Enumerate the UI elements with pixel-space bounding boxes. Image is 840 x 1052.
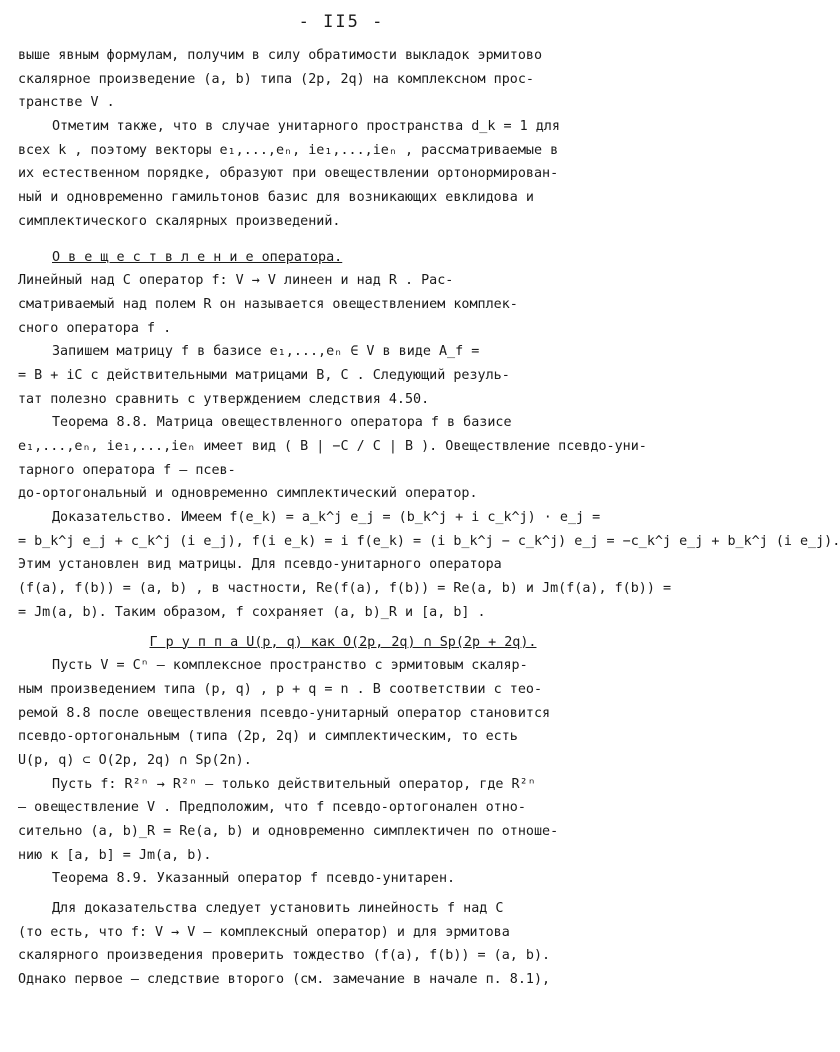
text-line: скалярное произведение (a, b) типа (2p, 2q) на комплексном прос- [18,71,534,87]
text-line: – овеществление V . Предположим, что f псевдо-ортогонален отно- [18,800,526,816]
theorem-line: Теорема 8.8. Матрица овеществленного оператора f в базисе [52,415,512,431]
text-line: = Jm(a, b). Таким образом, f сохраняет (a, b)_R и [a, b] . [18,604,486,620]
page-number: - II5 - [298,12,385,32]
text-line: выше явным формулам, получим в силу обратимости выкладок эрмитово [18,48,543,63]
text-line: сительно (a, b)_R = Re(a, b) и одновременно симплектичен по отноше- [18,824,559,839]
theorem-line: Теорема 8.9. Указанный оператор f псевдо-унитарен. [52,871,456,887]
text-line: Этим установлен вид матрицы. Для псевдо-унитарного оператора [18,557,502,573]
text-line: (f(a), f(b)) = (a, b) , в частности, Re(f(a), f(b)) = Re(a, b) и Jm(f(a), f(b)) = [18,581,672,597]
text-line: e₁,...,eₙ, ie₁,...,ieₙ имеет вид ( B | −C / C | B ). Овеществление псевдо-уни- [18,439,647,454]
text-line: = b_k^j e_j + c_k^j (i e_j), f(i e_k) = i f(e_k) = (i b_k^j − c_k^j) e_j = −c_k^j e_j + b_k^j (i e_j). [18,533,840,549]
section-heading: О в е щ е с т в л е н и е оператора. [52,249,343,265]
text-line: всех k , поэтому векторы e₁,...,eₙ, ie₁,...,ieₙ , рассматриваемые в [18,142,559,158]
text-line: (то есть, что f: V → V – комплексный оператор) и для эрмитова [18,924,510,940]
text-line: Однако первое – следствие второго (см. замечание в начале п. 8.1), [18,972,551,988]
text-line: ный и одновременно гамильтонов базис для возникающих евклидова и [18,190,534,206]
text-line: Отметим также, что в случае унитарного пространства d_k = 1 для [52,119,560,135]
text-line: Пусть V = Cⁿ – комплексное пространство с эрмитовым скаляр- [52,658,528,674]
text-line: Для доказательства следует установить линейность f над C [52,901,504,917]
page-body [18,44,840,992]
text-line: Запишем матрицу f в базисе e₁,...,eₙ ∈ V в виде A_f = [52,344,480,360]
text-line: псевдо-ортогональным (типа (2p, 2q) и симплектическим, то есть [18,729,518,745]
text-line: Линейный над C оператор f: V → V линеен и над R . Рас- [18,273,454,289]
text-line: транстве V . [18,95,115,111]
text-line: до-ортогональный и одновременно симплектический оператор. [18,486,478,502]
section-heading: Г р у п п а U(p, q) как O(2p, 2q) ∩ Sp(2p + 2q). [149,634,537,650]
text-line: сматриваемый над полем R он называется овеществлением комплек- [18,296,518,312]
text-line: тат полезно сравнить с утверждением следствия 4.50. [18,391,430,407]
text-line: тарного оператора f – псев- [18,462,236,478]
text-line: нию к [a, b] = Jm(a, b). [18,847,212,863]
formula-line: U(p, q) ⊂ O(2p, 2q) ∩ Sp(2n). [18,752,252,768]
text-line: ным произведением типа (p, q) , p + q = n . В соответствии с тео- [18,681,543,697]
text-line: симплектического скалярных произведений. [18,213,341,229]
text-line: скалярного произведения проверить тождество (f(a), f(b)) = (a, b). [18,948,551,964]
text-line: сного оператора f . [18,320,172,336]
text-line: ремой 8.8 после овеществления псевдо-унитарный оператор становится [18,705,551,721]
text-line: = B + iC с действительными матрицами B, C . Следующий резуль- [18,367,510,383]
proof-line: Доказательство. Имеем f(e_k) = a_k^j e_j = (b_k^j + i c_k^j) · e_j = [52,510,601,526]
text-line: их естественном порядке, образуют при овеществлении ортонормирован- [18,166,559,182]
text-line: Пусть f: R²ⁿ → R²ⁿ – только действительный оператор, где R²ⁿ [52,776,536,792]
